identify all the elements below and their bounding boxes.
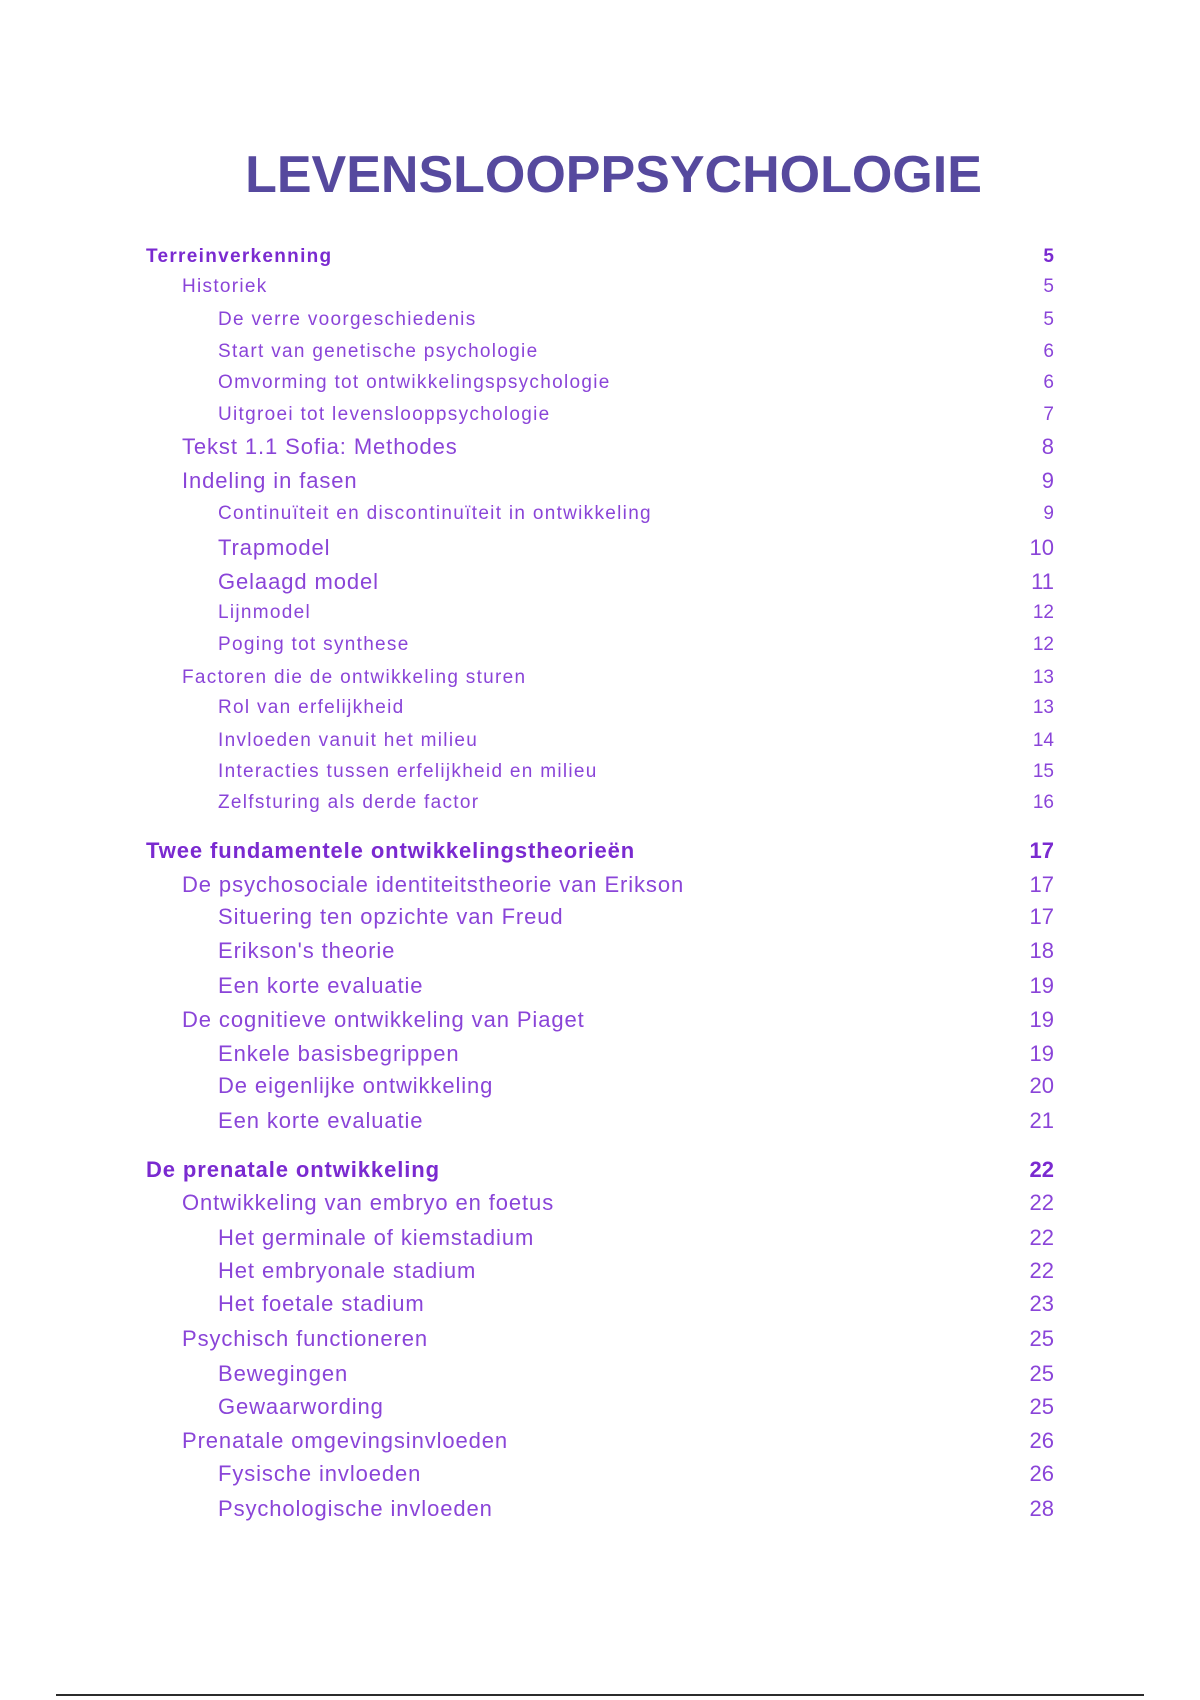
toc-entry-page: 9 (1041, 468, 1054, 493)
toc-subsection[interactable] (146, 937, 1054, 965)
toc-subsection[interactable] (146, 1360, 1054, 1388)
toc-subsection[interactable] (146, 1393, 1054, 1421)
toc-entry-page: 17 (1029, 838, 1054, 863)
toc-entry-title: Bewegingen (218, 1361, 349, 1386)
toc-section[interactable] (146, 1189, 1054, 1217)
toc-subsection[interactable] (146, 631, 1054, 659)
toc-entry-page: 22 (1029, 1258, 1054, 1283)
toc-entry-page: 22 (1029, 1225, 1054, 1250)
toc-entry-title: Omvorming tot ontwikkelingspsychologie (218, 372, 611, 393)
toc-entry-title: Prenatale omgevingsinvloeden (182, 1428, 509, 1453)
toc-subsection[interactable] (146, 1290, 1054, 1318)
toc-entry-title: Twee fundamentele ontwikkelingstheorieën (146, 838, 636, 863)
toc-subsection[interactable] (146, 694, 1054, 722)
toc-entry-page: 23 (1029, 1291, 1054, 1316)
toc-entry-title: Factoren die de ontwikkeling sturen (182, 667, 527, 688)
toc-subsection[interactable] (146, 1257, 1054, 1285)
toc-entry-title: Terreinverkenning (146, 246, 333, 267)
toc-entry-page: 16 (1032, 792, 1054, 813)
toc-subsection[interactable] (146, 789, 1054, 817)
toc-entry-page: 12 (1032, 602, 1054, 623)
toc-entry-title: Zelfsturing als derde factor (218, 792, 480, 813)
toc-subsection[interactable] (146, 972, 1054, 1000)
toc-entry-page: 13 (1032, 697, 1054, 718)
toc-entry-title: Interacties tussen erfelijkheid en milieu (218, 761, 598, 782)
toc-entry-title: Een korte evaluatie (218, 973, 424, 998)
toc-entry-title: Historiek (182, 276, 268, 297)
toc-entry-page: 6 (1043, 372, 1054, 393)
toc-entry-page: 19 (1029, 1041, 1054, 1066)
toc-entry-page: 18 (1029, 938, 1054, 963)
toc-entry-title: Lijnmodel (218, 602, 312, 623)
toc-entry-page: 9 (1043, 503, 1054, 524)
toc-entry-page: 22 (1029, 1190, 1054, 1215)
toc-entry-title: Psychologische invloeden (218, 1496, 493, 1521)
toc-entry-page: 26 (1029, 1461, 1054, 1486)
toc-entry-page: 26 (1029, 1428, 1054, 1453)
toc-entry-page: 19 (1029, 1007, 1054, 1032)
toc-entry-title: Indeling in fasen (182, 468, 358, 493)
toc-subsection[interactable] (146, 306, 1054, 334)
toc-entry-page: 13 (1032, 667, 1054, 688)
toc-subsection[interactable] (146, 338, 1054, 366)
toc-chapter[interactable] (146, 1156, 1054, 1184)
footer-divider (56, 1694, 1144, 1696)
toc-section[interactable] (146, 467, 1054, 495)
document-title: LEVENSLOOPPSYCHOLOGIE (245, 146, 982, 204)
toc-entry-title: Trapmodel (218, 535, 331, 560)
toc-section[interactable] (146, 1325, 1054, 1353)
toc-entry-page: 5 (1043, 276, 1054, 297)
toc-entry-title: Tekst 1.1 Sofia: Methodes (182, 434, 458, 459)
toc-entry-page: 14 (1032, 730, 1054, 751)
toc-entry-title: De psychosociale identiteitstheorie van Erikson (182, 872, 685, 897)
toc-subsection[interactable] (146, 1072, 1054, 1100)
toc-entry-title: Gewaarwording (218, 1394, 384, 1419)
toc-entry-title: De eigenlijke ontwikkeling (218, 1073, 494, 1098)
toc-entry-page: 25 (1029, 1361, 1054, 1386)
toc-entry-page: 5 (1043, 309, 1054, 330)
toc-entry-title: Start van genetische psychologie (218, 341, 539, 362)
toc-entry-page: 17 (1029, 904, 1054, 929)
toc-subsection[interactable] (146, 727, 1054, 755)
toc-subsection[interactable] (146, 758, 1054, 786)
toc-entry-title: Rol van erfelijkheid (218, 697, 405, 718)
toc-subsection[interactable] (146, 534, 1054, 562)
toc-entry-title: Fysische invloeden (218, 1461, 422, 1486)
toc-entry-title: Poging tot synthese (218, 634, 410, 655)
toc-section[interactable] (146, 433, 1054, 461)
toc-entry-title: Het foetale stadium (218, 1291, 425, 1316)
toc-section[interactable] (146, 664, 1054, 692)
toc-entry-page: 5 (1043, 246, 1054, 267)
toc-entry-title: Erikson's theorie (218, 938, 396, 963)
toc-entry-title: De prenatale ontwikkeling (146, 1157, 440, 1182)
toc-subsection[interactable] (146, 401, 1054, 429)
toc-subsection[interactable] (146, 1040, 1054, 1068)
toc-entry-page: 8 (1041, 434, 1054, 459)
toc-section[interactable] (146, 1006, 1054, 1034)
toc-subsection[interactable] (146, 1224, 1054, 1252)
toc-subsection[interactable] (146, 599, 1054, 627)
toc-subsection[interactable] (146, 369, 1054, 397)
toc-entry-page: 17 (1029, 872, 1054, 897)
toc-chapter[interactable] (146, 837, 1054, 865)
toc-entry-page: 20 (1029, 1073, 1054, 1098)
toc-entry-title: Een korte evaluatie (218, 1108, 424, 1133)
toc-entry-title: Gelaagd model (218, 569, 379, 594)
toc-chapter[interactable] (146, 243, 1054, 271)
toc-entry-title: Ontwikkeling van embryo en foetus (182, 1190, 555, 1215)
toc-subsection[interactable] (146, 903, 1054, 931)
toc-section[interactable] (146, 871, 1054, 899)
toc-subsection[interactable] (146, 1107, 1054, 1135)
toc-entry-title: Continuïteit en discontinuïteit in ontwikkeling (218, 503, 652, 524)
toc-entry-page: 22 (1029, 1157, 1054, 1182)
toc-entry-title: Het germinale of kiemstadium (218, 1225, 535, 1250)
toc-entry-page: 6 (1043, 341, 1054, 362)
toc-entry-title: De verre voorgeschiedenis (218, 309, 477, 330)
toc-entry-page: 25 (1029, 1394, 1054, 1419)
toc-entry-page: 21 (1029, 1108, 1054, 1133)
toc-section[interactable] (146, 1427, 1054, 1455)
toc-entry-title: De cognitieve ontwikkeling van Piaget (182, 1007, 585, 1032)
toc-entry-title: Uitgroei tot levenslooppsychologie (218, 404, 551, 425)
toc-entry-title: Invloeden vanuit het milieu (218, 730, 479, 751)
toc-section[interactable] (146, 273, 1054, 301)
toc-entry-page: 10 (1029, 535, 1054, 560)
toc-subsection[interactable] (146, 1495, 1054, 1523)
toc-subsection[interactable] (146, 1460, 1054, 1488)
toc-entry-page: 19 (1029, 973, 1054, 998)
toc-entry-title: Het embryonale stadium (218, 1258, 477, 1283)
toc-entry-page: 11 (1031, 569, 1054, 594)
toc-entry-page: 12 (1032, 634, 1054, 655)
toc-entry-page: 15 (1032, 761, 1054, 782)
toc-subsection[interactable] (146, 568, 1054, 596)
toc-entry-title: Psychisch functioneren (182, 1326, 429, 1351)
toc-subsection[interactable] (146, 500, 1054, 528)
toc-entry-title: Situering ten opzichte van Freud (218, 904, 564, 929)
toc-entry-page: 28 (1029, 1496, 1054, 1521)
toc-entry-title: Enkele basisbegrippen (218, 1041, 460, 1066)
toc-entry-page: 25 (1029, 1326, 1054, 1351)
toc-entry-page: 7 (1043, 404, 1054, 425)
